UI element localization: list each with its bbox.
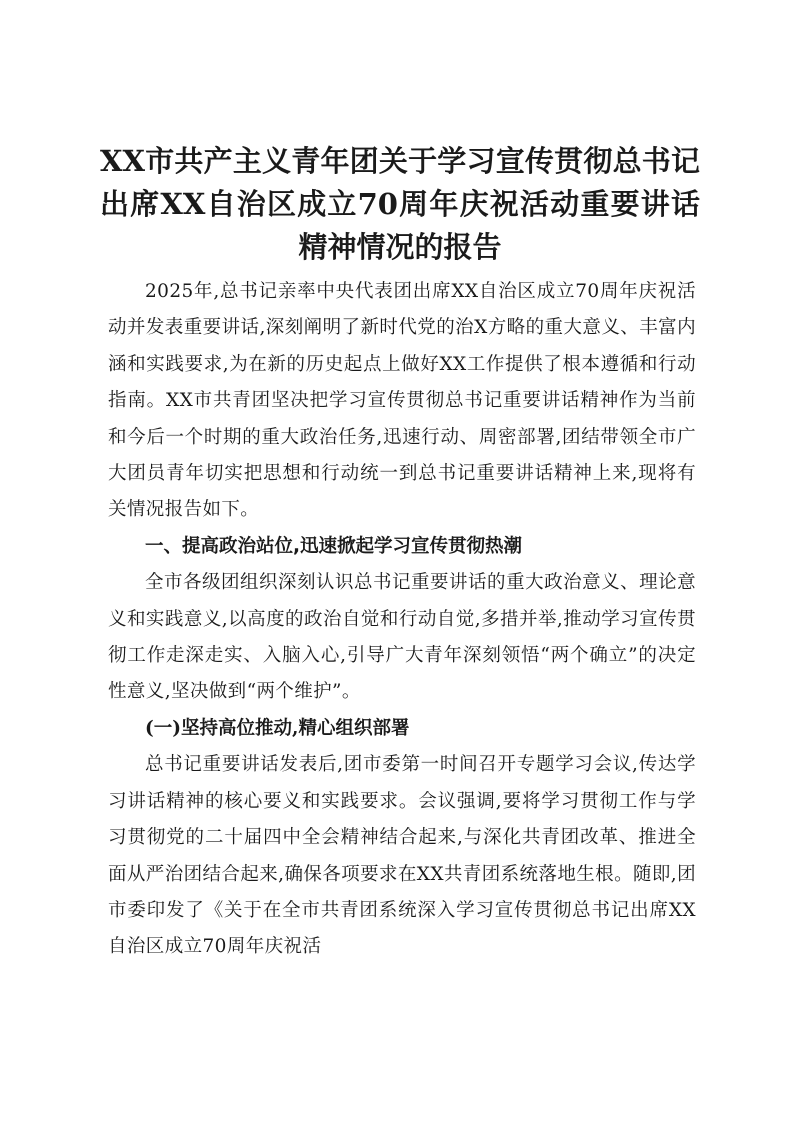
section-1-paragraph: 全市各级团组织深刻认识总书记重要讲话的重大政治意义、理论意义和实践意义,以高度的政治自觉和行动自觉,多措并举,推动学习宣传贯彻工作走深走实、入脑入心,引导广大青年深刻领悟“两个确立”的决定性意义,坚决做到“两个维护”。 <box>108 572 696 703</box>
subsection-1-paragraph: 总书记重要讲话发表后,团市委第一时间召开专题学习会议,传达学习讲话精神的核心要义和实践要求。会议强调,要将学习贯彻工作与学习贯彻党的二十届四中全会精神结合起来,与深化共青团改革、推进全面从严治团结合起来,确保各项要求在XX共青团系统落地生根。随即,团市委印发了《关于在全市共青团系统深入学习宣传贯彻总书记出席XX自治区成立70周年庆祝活 <box>108 754 696 958</box>
subsection-heading-1: (一)坚持高位推动,精心组织部署 <box>145 717 410 739</box>
document-title: XX市共产主义青年团关于学习宣传贯彻总书记出席XX自治区成立70周年庆祝活动重要讲话精神情况的报告 <box>100 144 700 264</box>
section-heading-1: 一、提高政治站位,迅速掀起学习宣传贯彻热潮 <box>145 535 523 557</box>
intro-paragraph: 2025年,总书记亲率中央代表团出席XX自治区成立70周年庆祝活动并发表重要讲话,深刻阐明了新时代党的治X方略的重大意义、丰富内涵和实践要求,为在新的历史起点上做好XX工作提供了根本遵循和行动指南。XX市共青团坚决把学习宣传贯彻总书记重要讲话精神作为当前和今后一个时期的重大政治任务,迅速行动、周密部署,团结带领全市广大团员青年切实把思想和行动统一到总书记重要讲话精神上来,现将有关情况报告如下。 <box>108 281 696 521</box>
document-body <box>108 274 696 966</box>
